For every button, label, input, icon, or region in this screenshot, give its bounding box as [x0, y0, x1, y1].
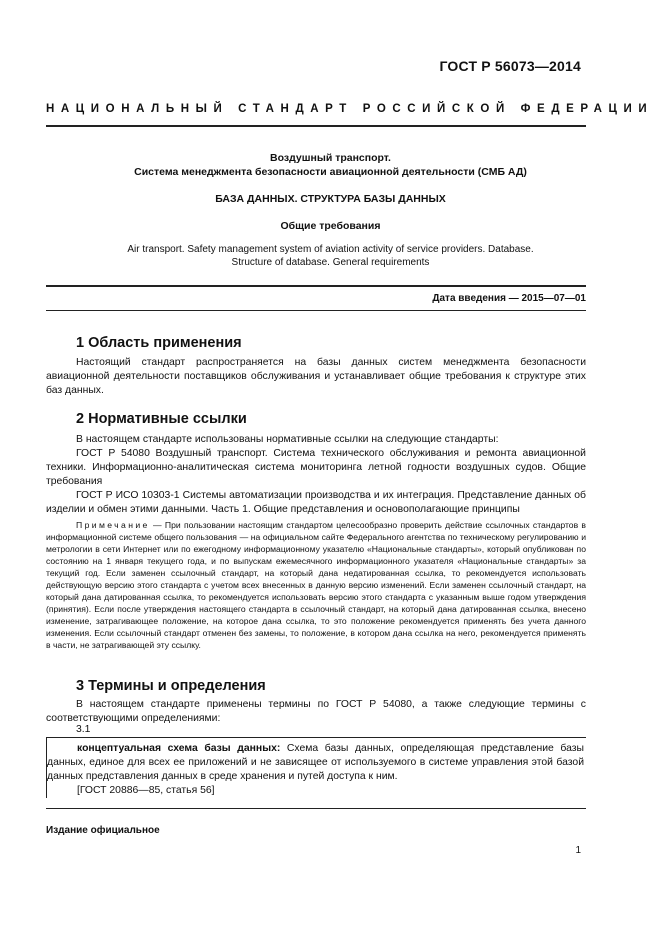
- section-3-heading: 3 Термины и определения: [76, 678, 266, 694]
- title-line-1: Воздушный транспорт.: [270, 152, 391, 164]
- note-label: Примечание: [76, 520, 150, 530]
- document-number: ГОСТ Р 56073—2014: [439, 58, 581, 74]
- section-2-heading: 2 Нормативные ссылки: [76, 411, 247, 427]
- term-definition-box: [46, 737, 586, 798]
- section-3-paragraph: В настоящем стандарте применены термины по ГОСТ Р 54080, а также следующие термины с соответствующими определениями:: [46, 699, 586, 724]
- term-number: 3.1: [76, 724, 91, 735]
- section-2-paragraph-2: ГОСТ Р 54080 Воздушный транспорт. Система технического обслуживания и ремонта авиационной техники. Информационно-аналитическая система мониторинга летной годности воздушных судов. Общие требования: [46, 448, 586, 487]
- footer-divider: [46, 808, 586, 809]
- national-standard-banner: НАЦИОНАЛЬНЫЙ СТАНДАРТ РОССИЙСКОЙ ФЕДЕРАЦИИ: [46, 103, 654, 115]
- header-divider: [46, 125, 586, 127]
- term-source: [ГОСТ 20886—85, статья 56]: [77, 785, 215, 796]
- section-2-note: [46, 519, 586, 651]
- title-line-3: БАЗА ДАННЫХ. СТРУКТУРА БАЗЫ ДАННЫХ: [215, 193, 446, 205]
- title-english-line-1: Air transport. Safety management system of aviation activity of service providers. Database.: [127, 244, 534, 255]
- title-line-4: Общие требования: [280, 220, 381, 232]
- title-line-2: Система менеджмента безопасности авиационной деятельности (СМБ АД): [134, 166, 527, 178]
- note-text: — При пользовании настоящим стандартом целесообразно проверить действие ссылочных стандартов в информационной системе общего пользования — на официальном сайте Федерального агентства по техническому регулированию и метрологии в сети Интернет или по ежегодному информационному указателю «Национальные стандарты», который опубликован по состоянию на 1 января текущего года, и по выпускам ежемесячного информационного указателя «Национальные стандарты» за текущий год. Если заменен ссылочный стандарт, на который дана недатированная ссылка, то рекомендуется использовать действующую версию этого стандарта с учетом всех внесенных в данную версию изменений. Если заменен ссылочный стандарт, на который дана датированная ссылка, то рекомендуется использовать версию этого стандарта с указанным выше годом утверждения (принятия). Если после утверждения настоящего стандарта в ссылочный стандарт, на который дана датированная ссылка, внесено изменение, затрагивающее положение, на которое дана ссылка, то это положение рекомендуется применять без учета данного изменения. Если ссылочный стандарт отменен без замены, то положение, в котором дана ссылка на него, рекомендуется применять в части, не затрагивающей эту ссылку.: [46, 520, 586, 650]
- section-3-body: [46, 698, 586, 726]
- section-1-paragraph: Настоящий стандарт распространяется на базы данных систем менеджмента безопасности авиационной деятельности поставщиков обслуживания и устанавливает общие требования к структуре этих баз данных.: [46, 357, 586, 396]
- title-english-line-2: Structure of database. General requirements: [231, 257, 430, 268]
- term-name: концептуальная схема базы данных:: [77, 743, 281, 754]
- page-number: 1: [575, 845, 581, 856]
- section-2-paragraph-1: В настоящем стандарте использованы нормативные ссылки на следующие стандарты:: [76, 434, 499, 445]
- section-2-body: [46, 433, 586, 517]
- title-divider: [46, 285, 586, 287]
- section-1-heading: 1 Область применения: [76, 335, 242, 351]
- term-definition: Схема базы данных, определяющая представление базы данных, единое для всех ее приложений и не зависящее от используемого в системе управления этой базой данных представления данных в среде хранения и путей доступа к ним.: [47, 743, 585, 782]
- introduction-date: Дата введения — 2015—07—01: [432, 293, 586, 304]
- section-1-body: [46, 356, 586, 398]
- date-divider: [46, 310, 586, 311]
- edition-label: Издание официальное: [46, 825, 160, 836]
- section-2-paragraph-3: ГОСТ Р ИСО 10303-1 Системы автоматизации производства и их интеграция. Представление данных об изделии и обмен этими данными. Часть 1. Общие представления и основополагающие принципы: [46, 490, 586, 515]
